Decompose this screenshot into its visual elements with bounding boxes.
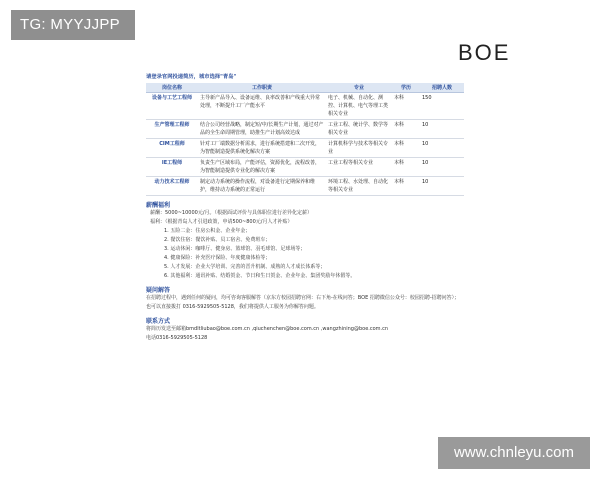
table-row	[146, 158, 464, 177]
contact-email: 将简历发送至邮箱bmdltliubao@boe.com.cn ,qiuchenchen@boe.com.cn ,wangzhining@boe.com.cn	[146, 326, 389, 332]
cell-degree: 本科	[392, 158, 420, 177]
site-watermark: www.chnleyu.com	[438, 437, 590, 469]
cell-duties: 针对工厂端数据分析需求，进行系统搭建和二次开发，为智能制造提供系统化解决方案	[198, 139, 326, 158]
cell-job: 动力技术工程师	[146, 177, 198, 196]
cell-job: IE工程师	[146, 158, 198, 177]
contact-section-title: 联系方式	[146, 318, 171, 325]
cell-duties: 负责生产区域布局，产能评估，资源优化，流程改善，为智能制造提供专业化的解决方案	[198, 158, 326, 177]
recruitment-document	[146, 72, 464, 343]
welfare-item: 1. 五险二金：住房公积金、企业年金；	[164, 228, 251, 234]
cell-major: 工业工程、统计学、数学等相关专业	[326, 120, 392, 139]
salary-line: 薪酬：5000~10000元/月。（根据面试评价与具体职位进行差异化定薪）	[150, 210, 313, 216]
table-header-row	[146, 83, 464, 93]
welfare-line: 福利：（根据青岛人才引进政策，申请500~800元/月人才补贴）	[150, 219, 293, 225]
boe-logo: BOE	[458, 40, 511, 65]
cell-duties: 制定动力系统的操作流程，对设备进行定期保养和维护，维持动力系统的正常运行	[198, 177, 326, 196]
telegram-badge: TG: MYYJJPP	[11, 10, 135, 40]
header-degree: 学历	[392, 83, 420, 93]
cell-major: 环境工程、水处理、自动化等相关专业	[326, 177, 392, 196]
table-row	[146, 93, 464, 120]
salary-section-title: 薪酬福利	[146, 202, 171, 209]
table-row	[146, 139, 464, 158]
cell-duties: 主导新产品导入、设备运维、良率改善和产线重大异常处理，不断提升工厂产能水平	[198, 93, 326, 120]
header-count: 招聘人数	[420, 83, 464, 93]
cell-major: 电子、机械、自动化、测控、计算机、电气等理工类相关专业	[326, 93, 392, 120]
welfare-item: 4. 健康保险：补充医疗保险、年度健康体检等；	[164, 255, 271, 261]
welfare-item: 5. 人才发展：企业大学培训、完善的晋升机制、成熟的人才成长体系等；	[164, 264, 326, 270]
cell-degree: 本科	[392, 139, 420, 158]
welfare-item: 2. 餐饮住宿：餐饮补贴、员工宿舍、免费班车；	[164, 237, 271, 243]
cell-degree: 本科	[392, 93, 420, 120]
table-row	[146, 120, 464, 139]
cell-job: 生产管理工程师	[146, 120, 198, 139]
header-job: 岗位名称	[146, 83, 198, 93]
welfare-item: 3. 运动休闲：咖啡厅、健身房、篮球馆、羽毛球馆、足球场等；	[164, 246, 306, 252]
cell-duties: 结合公司经营战略，制定短/中/长期生产计划，通过对产品的全生命周期管理，助推生产计划高效达成	[198, 120, 326, 139]
jobs-table	[146, 83, 464, 196]
cell-count: 10	[420, 120, 464, 139]
cell-major: 工业工程等相关专业	[326, 158, 392, 177]
cell-count: 10	[420, 139, 464, 158]
header-duties: 工作职责	[198, 83, 326, 93]
cell-job: CIM工程师	[146, 139, 198, 158]
qa-section-title: 疑问解答	[146, 287, 171, 294]
cell-degree: 本科	[392, 120, 420, 139]
header-major: 专业	[326, 83, 392, 93]
welfare-item: 6. 其他福利：通讯补贴、结婚贺金、节日和生日贺金、企业年金、集团奖励年休假等。	[164, 273, 356, 279]
table-row	[146, 177, 464, 196]
cell-count: 10	[420, 158, 464, 177]
contact-phone: 电话0316-5929505-5128	[146, 335, 208, 341]
cell-degree: 本科	[392, 177, 420, 196]
cell-count: 150	[420, 93, 464, 120]
intro-note: 请登录官网投递简历，城市选择"青岛"	[146, 74, 237, 80]
cell-job: 设备与工艺工程师	[146, 93, 198, 120]
qa-text: 在招聘过程中，遇到任何的疑问，均可咨询客服解答（京东方校园招聘官网：右下角-在线问答；BOE 招聘微信公众号：校园招聘-招聘问答）；也可以直接拨打 0316-5929505-5128，我们将提供人工服务为你解答问题。	[146, 295, 460, 310]
cell-major: 计算机科学与技术等相关专业	[326, 139, 392, 158]
cell-count: 10	[420, 177, 464, 196]
